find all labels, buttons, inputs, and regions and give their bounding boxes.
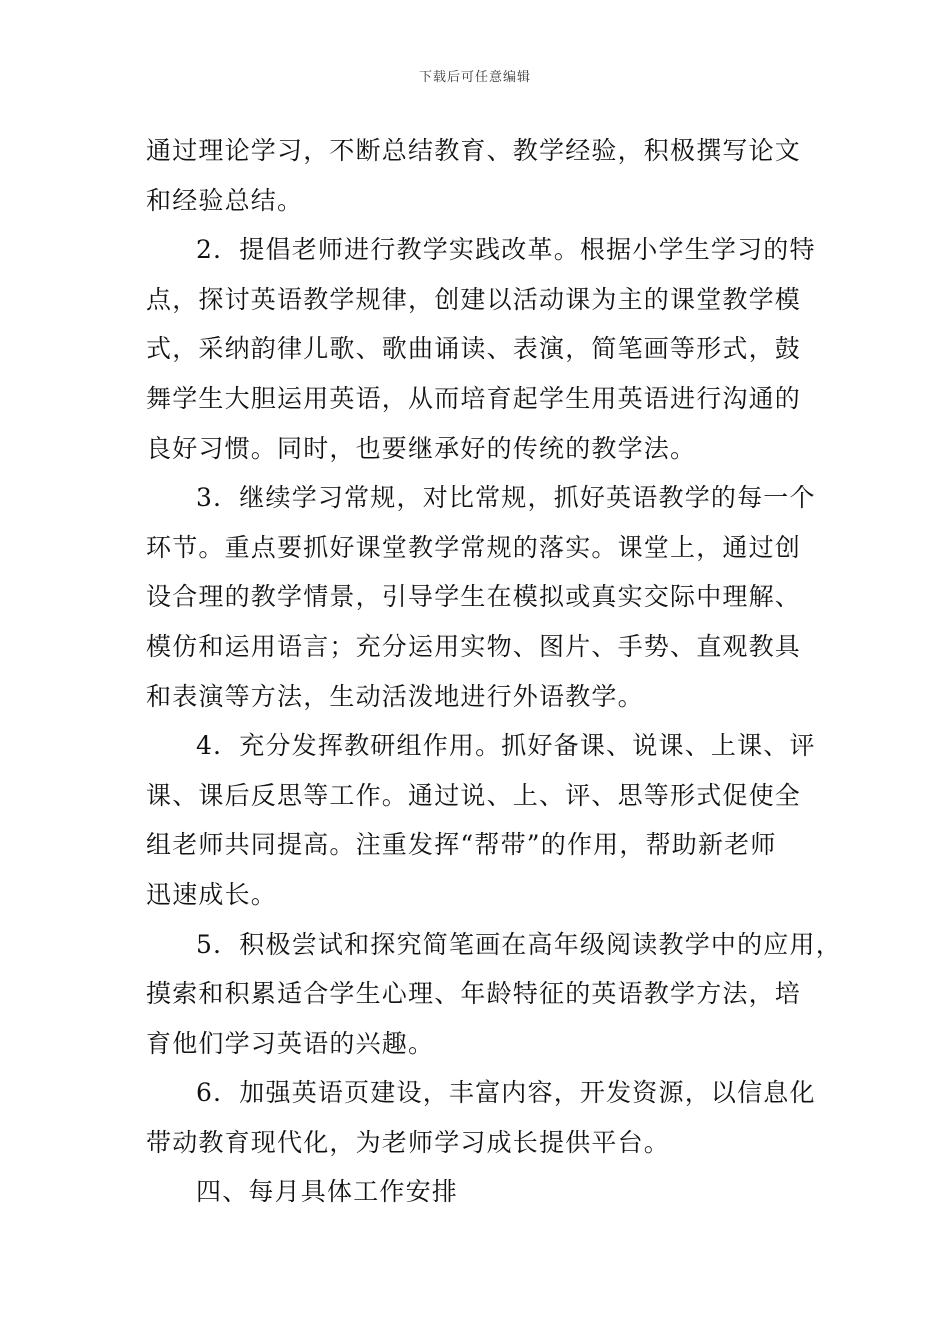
paragraph-item-4: 4．充分发挥教研组作用。抓好备课、说课、上课、评 (196, 731, 816, 761)
paragraph-item-5: 5．积极尝试和探究简笔画在高年级阅读教学中的应用， (196, 929, 842, 959)
text-line: 课、课后反思等工作。通过说、上、评、思等形式促使全 (146, 780, 802, 810)
text-line: 摸索和积累适合学生心理、年龄特征的英语教学方法，培 (146, 979, 802, 1009)
text-line: 带动教育现代化，为老师学习成长提供平台。 (146, 1127, 671, 1157)
paragraph-item-2: 2．提倡老师进行教学实践改革。根据小学生学习的特 (196, 235, 816, 265)
section-heading: 四、每月具体工作安排 (196, 1177, 459, 1207)
text-line: 组老师共同提高。注重发挥“帮带”的作用，帮助新老师 (146, 830, 777, 860)
text-line: 设合理的教学情景，引导学生在模拟或真实交际中理解、 (146, 582, 802, 612)
text-line: 舞学生大胆运用英语，从而培育起学生用英语进行沟通的 (146, 383, 802, 413)
text-line: 良好习惯。同时，也要继承好的传统的教学法。 (146, 433, 697, 463)
page-header: 下载后可任意编辑 (418, 70, 531, 85)
text-line: 环节。重点要抓好课堂教学常规的落实。课堂上，通过创 (146, 532, 802, 562)
text-line: 点，探讨英语教学规律，创建以活动课为主的课堂教学模 (146, 284, 802, 314)
text-line: 通过理论学习，不断总结教育、教学经验，积极撰写论文 (146, 136, 802, 165)
text-line: 式，采纳韵律儿歌、歌曲诵读、表演，简笔画等形式，鼓 (146, 334, 802, 364)
text-line: 和经验总结。 (146, 185, 304, 215)
document-body (146, 126, 842, 1217)
paragraph-item-3: 3．继续学习常规，对比常规，抓好英语教学的每一个 (196, 483, 816, 513)
text-line: 迅速成长。 (146, 879, 278, 909)
text-line: 和表演等方法，生动活泼地进行外语教学。 (146, 681, 644, 711)
text-line: 模仿和运用语言；充分运用实物、图片、手势、直观教具 (146, 631, 802, 661)
paragraph-item-6: 6．加强英语页建设，丰富内容，开发资源，以信息化 (196, 1078, 816, 1108)
text-line: 育他们学习英语的兴趣。 (146, 1028, 435, 1058)
